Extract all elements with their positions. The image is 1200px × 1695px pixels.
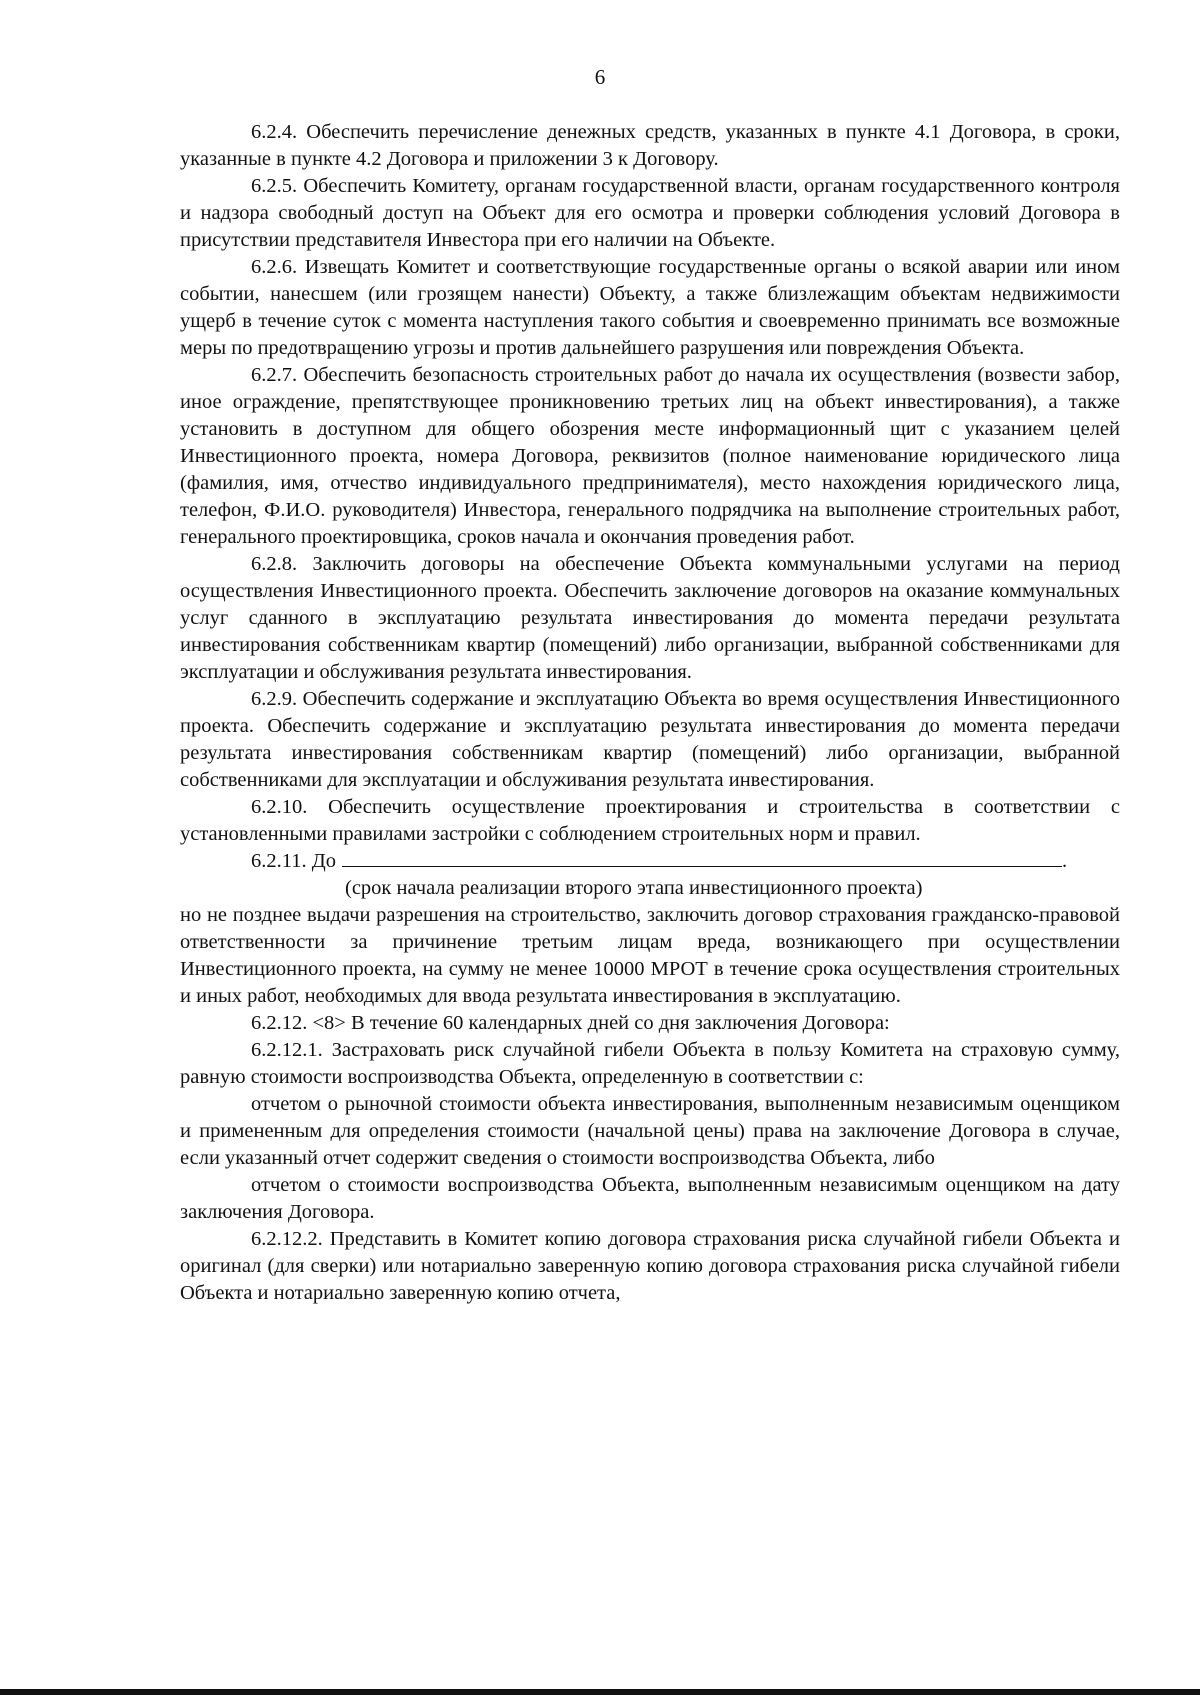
scan-bottom-edge xyxy=(0,1689,1200,1695)
clause-6-2-12-1: 6.2.12.1. Застраховать риск случайной гибели Объекта в пользу Комитета на страховую сумму, равную стоимости воспроизводства Объекта, определенную в соответствии с: xyxy=(180,1039,1120,1088)
clause-6-2-10: 6.2.10. Обеспечить осуществление проектирования и строительства в соответствии с установленными правилами застройки с соблюдением строительных норм и правил. xyxy=(180,796,1120,845)
clause-6-2-12-1-option-b: отчетом о стоимости воспроизводства Объекта, выполненным независимым оценщиком на дату заключения Договора. xyxy=(180,1174,1120,1223)
clause-6-2-11-end-mark: . xyxy=(1061,850,1068,872)
blank-line-caption: (срок начала реализации второго этапа инвестиционного проекта) xyxy=(345,877,923,899)
clause-6-2-7: 6.2.7. Обеспечить безопасность строительных работ до начала их осуществления (возвести забор, иное ограждение, препятствующее проникновению третьих лиц на объект инвестирования), а также установить в доступном для общего обозрения месте информационный щит с указанием целей Инвестиционного проекта, номера Договора, реквизитов (полное наименование юридического лица (фамилия, имя, отчество индивидуального предпринимателя), место нахождения юридического лица, телефон, Ф.И.О. руководителя) Инвестора, генерального подрядчика на выполнение строительных работ, генерального проектировщика, сроков начала и окончания проведения работ. xyxy=(180,364,1120,548)
clause-6-2-5: 6.2.5. Обеспечить Комитету, органам государственной власти, органам государственного контроля и надзора свободный доступ на Объект для его осмотра и проверки соблюдения условий Договора в присутствии представителя Инвестора при его наличии на Объекте. xyxy=(180,175,1120,251)
page-number: 6 xyxy=(594,65,606,89)
clause-6-2-12-2: 6.2.12.2. Представить в Комитет копию договора страхования риска случайной гибели Объекта и оригинал (для сверки) или нотариально заверенную копию договора страхования риска случайной гибели Объекта и нотариально заверенную копию отчета, xyxy=(180,1228,1120,1304)
clause-6-2-6: 6.2.6. Извещать Комитет и соответствующие государственные органы о всякой аварии или ином событии, нанесшем (или грозящем нанести) Объекту, а также близлежащим объектам недвижимости ущерб в течение суток с момента наступления такого события и своевременно принимать все возможные меры по предотвращению угрозы и против дальнейшего разрушения или повреждения Объекта. xyxy=(180,256,1120,359)
clause-6-2-9: 6.2.9. Обеспечить содержание и эксплуатацию Объекта во время осуществления Инвестиционного проекта. Обеспечить содержание и эксплуатацию результата инвестирования до момента передачи результата инвестирования собственникам квартир (помещений) либо организации, выбранной собственниками для эксплуатации и обслуживания результата инвестирования. xyxy=(180,688,1120,791)
clause-6-2-12-1-option-a: отчетом о рыночной стоимости объекта инвестирования, выполненным независимым оценщиком и примененным для определения стоимости (начальной цены) права на заключение Договора в случае, если указанный отчет содержит сведения о стоимости воспроизводства Объекта, либо xyxy=(180,1093,1120,1169)
clause-6-2-8: 6.2.8. Заключить договоры на обеспечение Объекта коммунальными услугами на период осуществления Инвестиционного проекта. Обеспечить заключение договоров на оказание коммунальных услуг сданного в эксплуатацию результата инвестирования до момента передачи результата инвестирования собственникам квартир (помещений) либо организации, выбранной собственниками для эксплуатации и обслуживания результата инвестирования. xyxy=(180,553,1120,683)
date-blank-line xyxy=(342,848,1062,867)
clause-6-2-12: 6.2.12. <8> В течение 60 календарных дней со дня заключения Договора: xyxy=(251,1012,890,1034)
clause-6-2-11-continuation: но не позднее выдачи разрешения на строительство, заключить договор страхования гражданско-правовой ответственности за причинение третьим лицам вреда, возникающего при осуществлении Инвестиционного проекта, на сумму не менее 10000 МРОТ в течение срока осуществления строительных и иных работ, необходимых для ввода результата инвестирования в эксплуатацию. xyxy=(180,904,1120,1007)
clause-6-2-4: 6.2.4. Обеспечить перечисление денежных средств, указанных в пункте 4.1 Договора, в сроки, указанные в пункте 4.2 Договора и приложении 3 к Договору. xyxy=(180,121,1120,170)
document-body xyxy=(180,119,1120,1307)
clause-6-2-11-number: 6.2.11. До xyxy=(251,850,336,872)
clause-6-2-11-lead xyxy=(180,848,1120,875)
